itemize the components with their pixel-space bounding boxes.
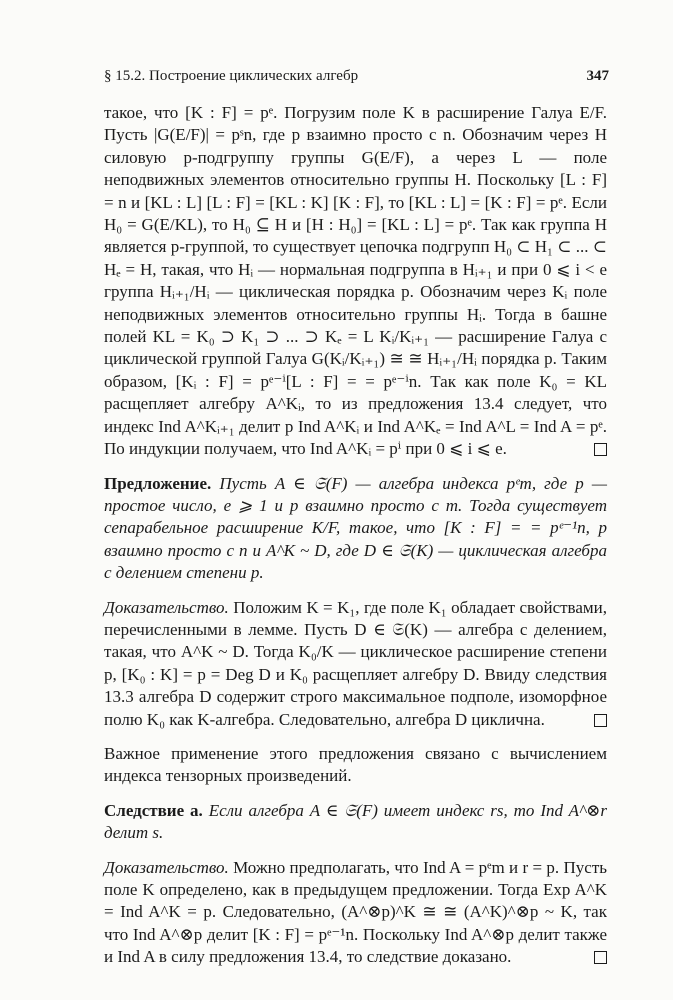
paragraph-1 [104, 102, 607, 461]
running-header [104, 68, 609, 85]
paragraph-important-text: Важное применение этого предложения связано с вычислением индекса тензорных произведений. [104, 743, 607, 786]
corollary [104, 800, 607, 845]
proof-2-label: Доказательство. [104, 857, 229, 877]
paragraph-important [104, 743, 607, 788]
proposition [104, 473, 607, 585]
proof-1 [104, 597, 607, 731]
corollary-label: Следствие а. [104, 800, 203, 820]
page-number: 347 [586, 68, 609, 84]
page-body [104, 102, 607, 969]
qed-square-icon [594, 714, 607, 727]
section-title: § 15.2. Построение циклических алгебр [104, 68, 359, 84]
proposition-label: Предложение. [104, 473, 212, 493]
qed-square-icon [594, 951, 607, 964]
proof-2 [104, 857, 607, 969]
proof-1-label: Доказательство. [104, 597, 229, 617]
qed-square-icon [594, 443, 607, 456]
proposition-text: Пусть A ∈ 𝔖(F) — алгебра индекса pᵉm, где p — простое число, e ⩾ 1 и p взаимно просто с m. Тогда существует сепарабельное расширение K/F, такое, что [K : F] = = pᵉ⁻¹n, p взаимно просто с n и A^K ~ D, где D ∈ 𝔖(K) — циклическая алгебра с делением степени p. [104, 473, 608, 583]
paragraph-1-text: такое, что [K : F] = pᵉ. Погрузим поле K в расширение Галуа E/F. Пусть |G(E/F)| = pˢn, где p взаимно просто с n. Обозначим через H силовую p-подгруппу группы G(E/F), а через L — поле неподвижных элементов относительно группы H. Поскольку [L : F] = n и [KL : L] [L : F] = [KL : K] [K : F], то [KL : L] = [K : F] = pᵉ. Если H₀ = G(E/KL), то H₀ ⊆ H и [H : H₀] = [KL : L] = pᵉ. Так как группа H является p-группой, то существует цепочка подгрупп H₀ ⊂ H₁ ⊂ ... ⊂ Hₑ = H, такая, что Hᵢ — нормальная подгруппа в Hᵢ₊₁ и при 0 ⩽ i < e группа Hᵢ₊₁/Hᵢ — циклическая порядка p. Обозначим через Kᵢ поле неподвижных элементов относительно группы Hᵢ. Тогда в башне полей KL = K₀ ⊃ K₁ ⊃ ... ⊃ Kₑ = L Kᵢ/Kᵢ₊₁ — расширение Галуа с циклической группой Галуа G(Kᵢ/Kᵢ₊₁) ≅ ≅ Hᵢ₊₁/Hᵢ порядка p. Таким образом, [Kᵢ : F] = pᵉ⁻ⁱ[L : F] = = pᵉ⁻ⁱn. Так как поле K₀ = KL расщепляет алгебру A^Kᵢ, то из предложения 13.4 следует, что индекс Ind A^Kᵢ₊₁ делит p Ind A^Kᵢ и Ind A^Kₑ = Ind A^L = Ind A = pᵉ. По индукции получаем, что Ind A^Kᵢ = pⁱ при 0 ⩽ i ⩽ e. [104, 103, 607, 459]
proof-2-text: Можно предполагать, что Ind A = pᵉm и r = p. Пусть поле K определено, как в предыдущем предложении. Тогда Exp A^K = Ind A^K = p. Следовательно, (A^⊗p)^K ≅ ≅ (A^K)^⊗p ~ K, так что Ind A^⊗p делит [K : F] = pᵉ⁻¹n. Поскольку Ind A^⊗p делит также и Ind A в силу предложения 13.4, то следствие доказано. [104, 857, 607, 967]
corollary-text: Если алгебра A ∈ 𝔖(F) имеет индекс rs, то Ind A^⊗r делит s. [104, 800, 607, 843]
proof-1-text: Положим K = K₁, где поле K₁ обладает свойствами, перечисленными в лемме. Пусть D ∈ 𝔖(K) — алгебра с делением, такая, что A^K ~ D. Тогда K₀/K — циклическое расширение степени p, [K₀ : K] = p = Deg D и K₀ расщепляет алгебру D. Ввиду следствия 13.3 алгебра D содержит строго максимальное подполе, изоморфное полю K₀ как K-алгебра. Следовательно, алгебра D циклична. [104, 597, 607, 729]
